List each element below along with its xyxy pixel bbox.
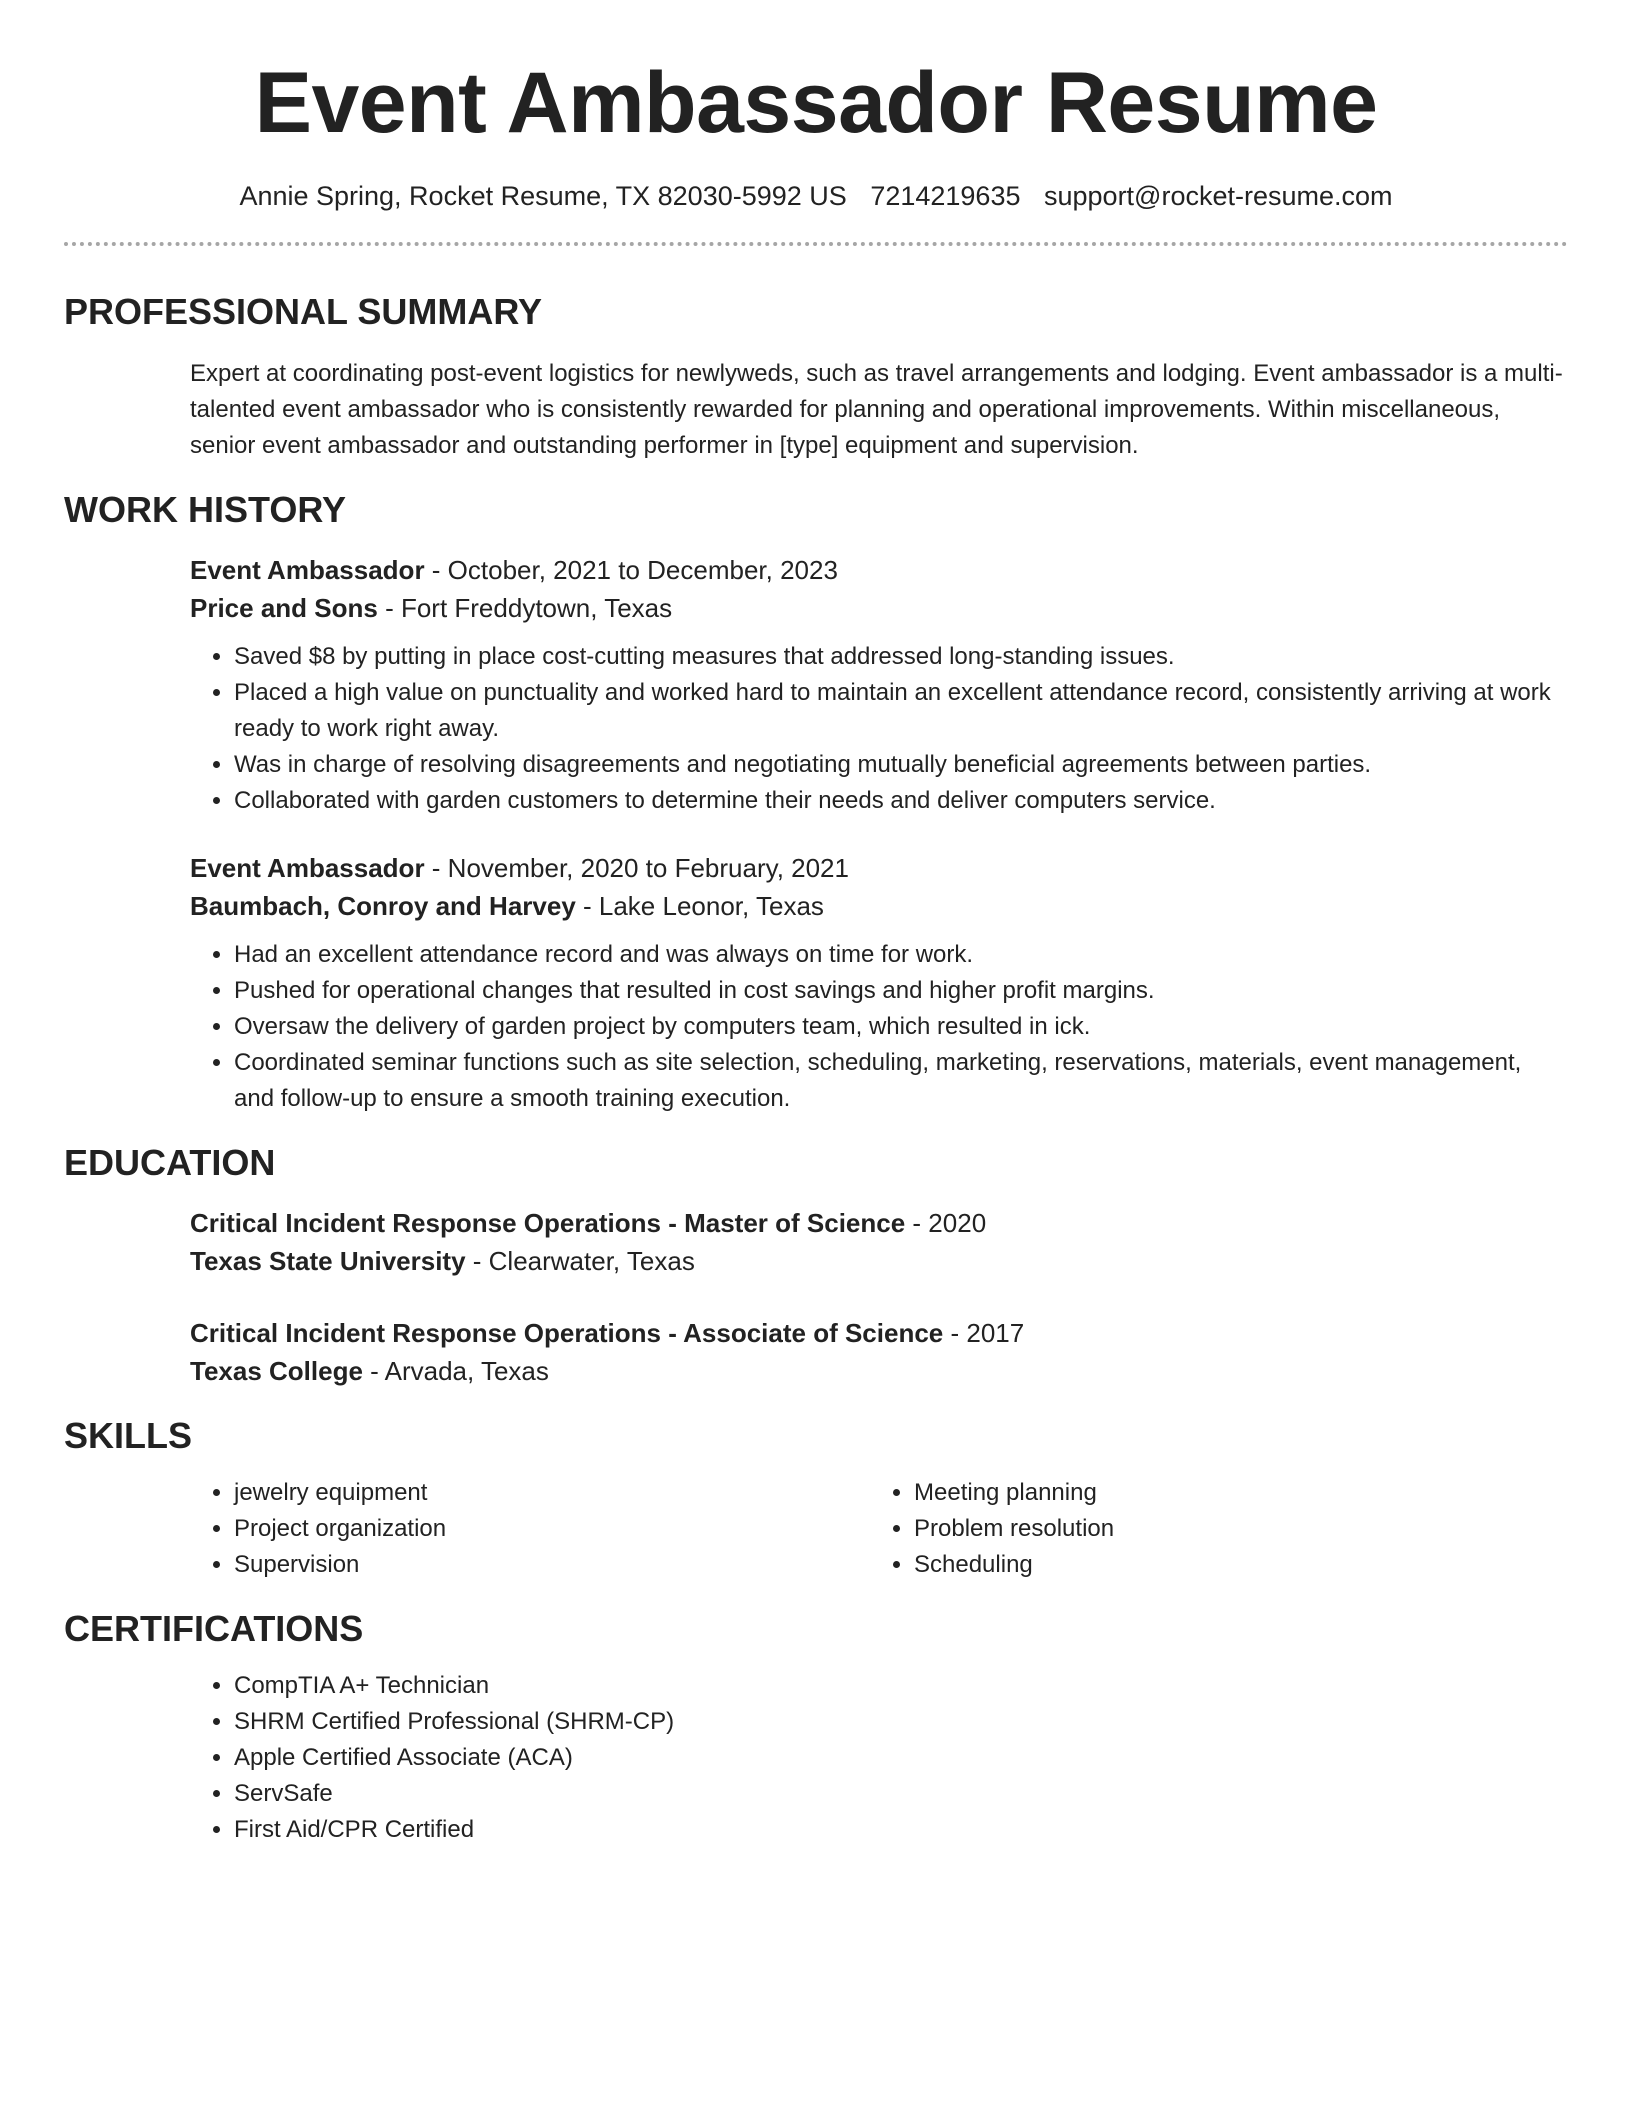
header-divider xyxy=(64,242,1568,246)
skill-item: • Scheduling xyxy=(914,1547,1114,1583)
skill-item: • Project organization xyxy=(234,1511,870,1547)
education-section xyxy=(190,1204,1568,1390)
job-company-line xyxy=(190,589,1568,627)
work-history-heading: WORK HISTORY xyxy=(64,488,347,530)
job-title: Event Ambassador xyxy=(190,852,425,883)
education-degree-line xyxy=(190,1204,1568,1242)
skills-list-right xyxy=(870,1475,1114,1583)
job-location: - Lake Leonor, Texas xyxy=(575,890,824,921)
certification-item: • CompTIA A+ Technician xyxy=(234,1668,1568,1704)
job-title: Event Ambassador xyxy=(190,554,425,585)
job-bullet: • Collaborated with garden customers to determine their needs and deliver computers service. xyxy=(234,783,1568,819)
certifications-section xyxy=(190,1668,1568,1848)
education-school: Texas State University xyxy=(190,1245,466,1276)
job-bullet: • Coordinated seminar functions such as site selection, scheduling, marketing, reservations, materials, event management, and follow-up to ensure a smooth training execution. xyxy=(234,1045,1568,1117)
work-history-section xyxy=(190,551,1568,1117)
skill-item: • Meeting planning xyxy=(914,1475,1114,1511)
skill-item: • Supervision xyxy=(234,1547,870,1583)
skills-grid xyxy=(190,1475,1568,1583)
job-title-line xyxy=(190,551,1568,589)
education-degree: Critical Incident Response Operations - Master of Science xyxy=(190,1207,906,1238)
certification-item: • First Aid/CPR Certified xyxy=(234,1812,1568,1848)
certifications-list xyxy=(190,1668,1568,1848)
contact-email: support@rocket-resume.com xyxy=(1044,181,1393,211)
summary-section xyxy=(190,356,1568,464)
job-location: - Fort Freddytown, Texas xyxy=(377,592,673,623)
summary-heading: PROFESSIONAL SUMMARY xyxy=(64,291,543,333)
job-entry xyxy=(190,551,1568,819)
education-location: - Clearwater, Texas xyxy=(465,1245,695,1276)
education-heading: EDUCATION xyxy=(64,1141,276,1183)
contact-phone: 7214219635 xyxy=(870,181,1021,211)
certification-item: • SHRM Certified Professional (SHRM-CP) xyxy=(234,1704,1568,1740)
job-bullet: • Saved $8 by putting in place cost-cutting measures that addressed long-standing issues. xyxy=(234,639,1568,675)
job-bullet: • Pushed for operational changes that resulted in cost savings and higher profit margins. xyxy=(234,973,1568,1009)
job-dates: - November, 2020 to February, 2021 xyxy=(424,852,849,883)
education-entry xyxy=(190,1204,1568,1280)
certifications-heading: CERTIFICATIONS xyxy=(64,1608,364,1650)
job-bullet: • Placed a high value on punctuality and worked hard to maintain an excellent attendance record, consistently arriving at work ready to work right away. xyxy=(234,675,1568,747)
job-title-line xyxy=(190,849,1568,887)
education-school-line xyxy=(190,1242,1568,1280)
job-entry xyxy=(190,849,1568,1117)
education-degree: Critical Incident Response Operations - Associate of Science xyxy=(190,1317,944,1348)
certification-item: • Apple Certified Associate (ACA) xyxy=(234,1740,1568,1776)
skills-list-left xyxy=(190,1475,870,1583)
skills-section xyxy=(190,1475,1568,1583)
certification-item: • ServSafe xyxy=(234,1776,1568,1812)
skill-item: • Problem resolution xyxy=(914,1511,1114,1547)
skill-item: • jewelry equipment xyxy=(234,1475,870,1511)
education-school-line xyxy=(190,1352,1568,1390)
skills-heading: SKILLS xyxy=(64,1414,193,1456)
job-company: Price and Sons xyxy=(190,592,378,623)
job-bullets xyxy=(190,937,1568,1117)
education-school: Texas College xyxy=(190,1355,363,1386)
job-dates: - October, 2021 to December, 2023 xyxy=(424,554,838,585)
job-company-line xyxy=(190,887,1568,925)
job-bullet: • Had an excellent attendance record and was always on time for work. xyxy=(234,937,1568,973)
education-degree-line xyxy=(190,1314,1568,1352)
summary-text: Expert at coordinating post-event logistics for newlyweds, such as travel arrangements and lodging. Event ambassador is a multi-talented event ambassador who is consistently rewarded for planning and operational improvements. Within miscellaneous, senior event ambassador and outstanding performer in [type] equipment and supervision. xyxy=(190,359,1563,459)
job-bullet: • Was in charge of resolving disagreements and negotiating mutually beneficial agreements between parties. xyxy=(234,747,1568,783)
education-year: - 2017 xyxy=(943,1317,1025,1348)
job-bullet: • Oversaw the delivery of garden project by computers team, which resulted in ick. xyxy=(234,1009,1568,1045)
education-year: - 2020 xyxy=(905,1207,987,1238)
contact-line xyxy=(64,180,1568,212)
education-entry xyxy=(190,1314,1568,1390)
resume-title: Event Ambassador Resume xyxy=(254,55,1378,151)
contact-address: Annie Spring, Rocket Resume, TX 82030-5992 US xyxy=(239,181,847,211)
job-bullets xyxy=(190,639,1568,819)
job-company: Baumbach, Conroy and Harvey xyxy=(190,890,576,921)
education-location: - Arvada, Texas xyxy=(362,1355,549,1386)
